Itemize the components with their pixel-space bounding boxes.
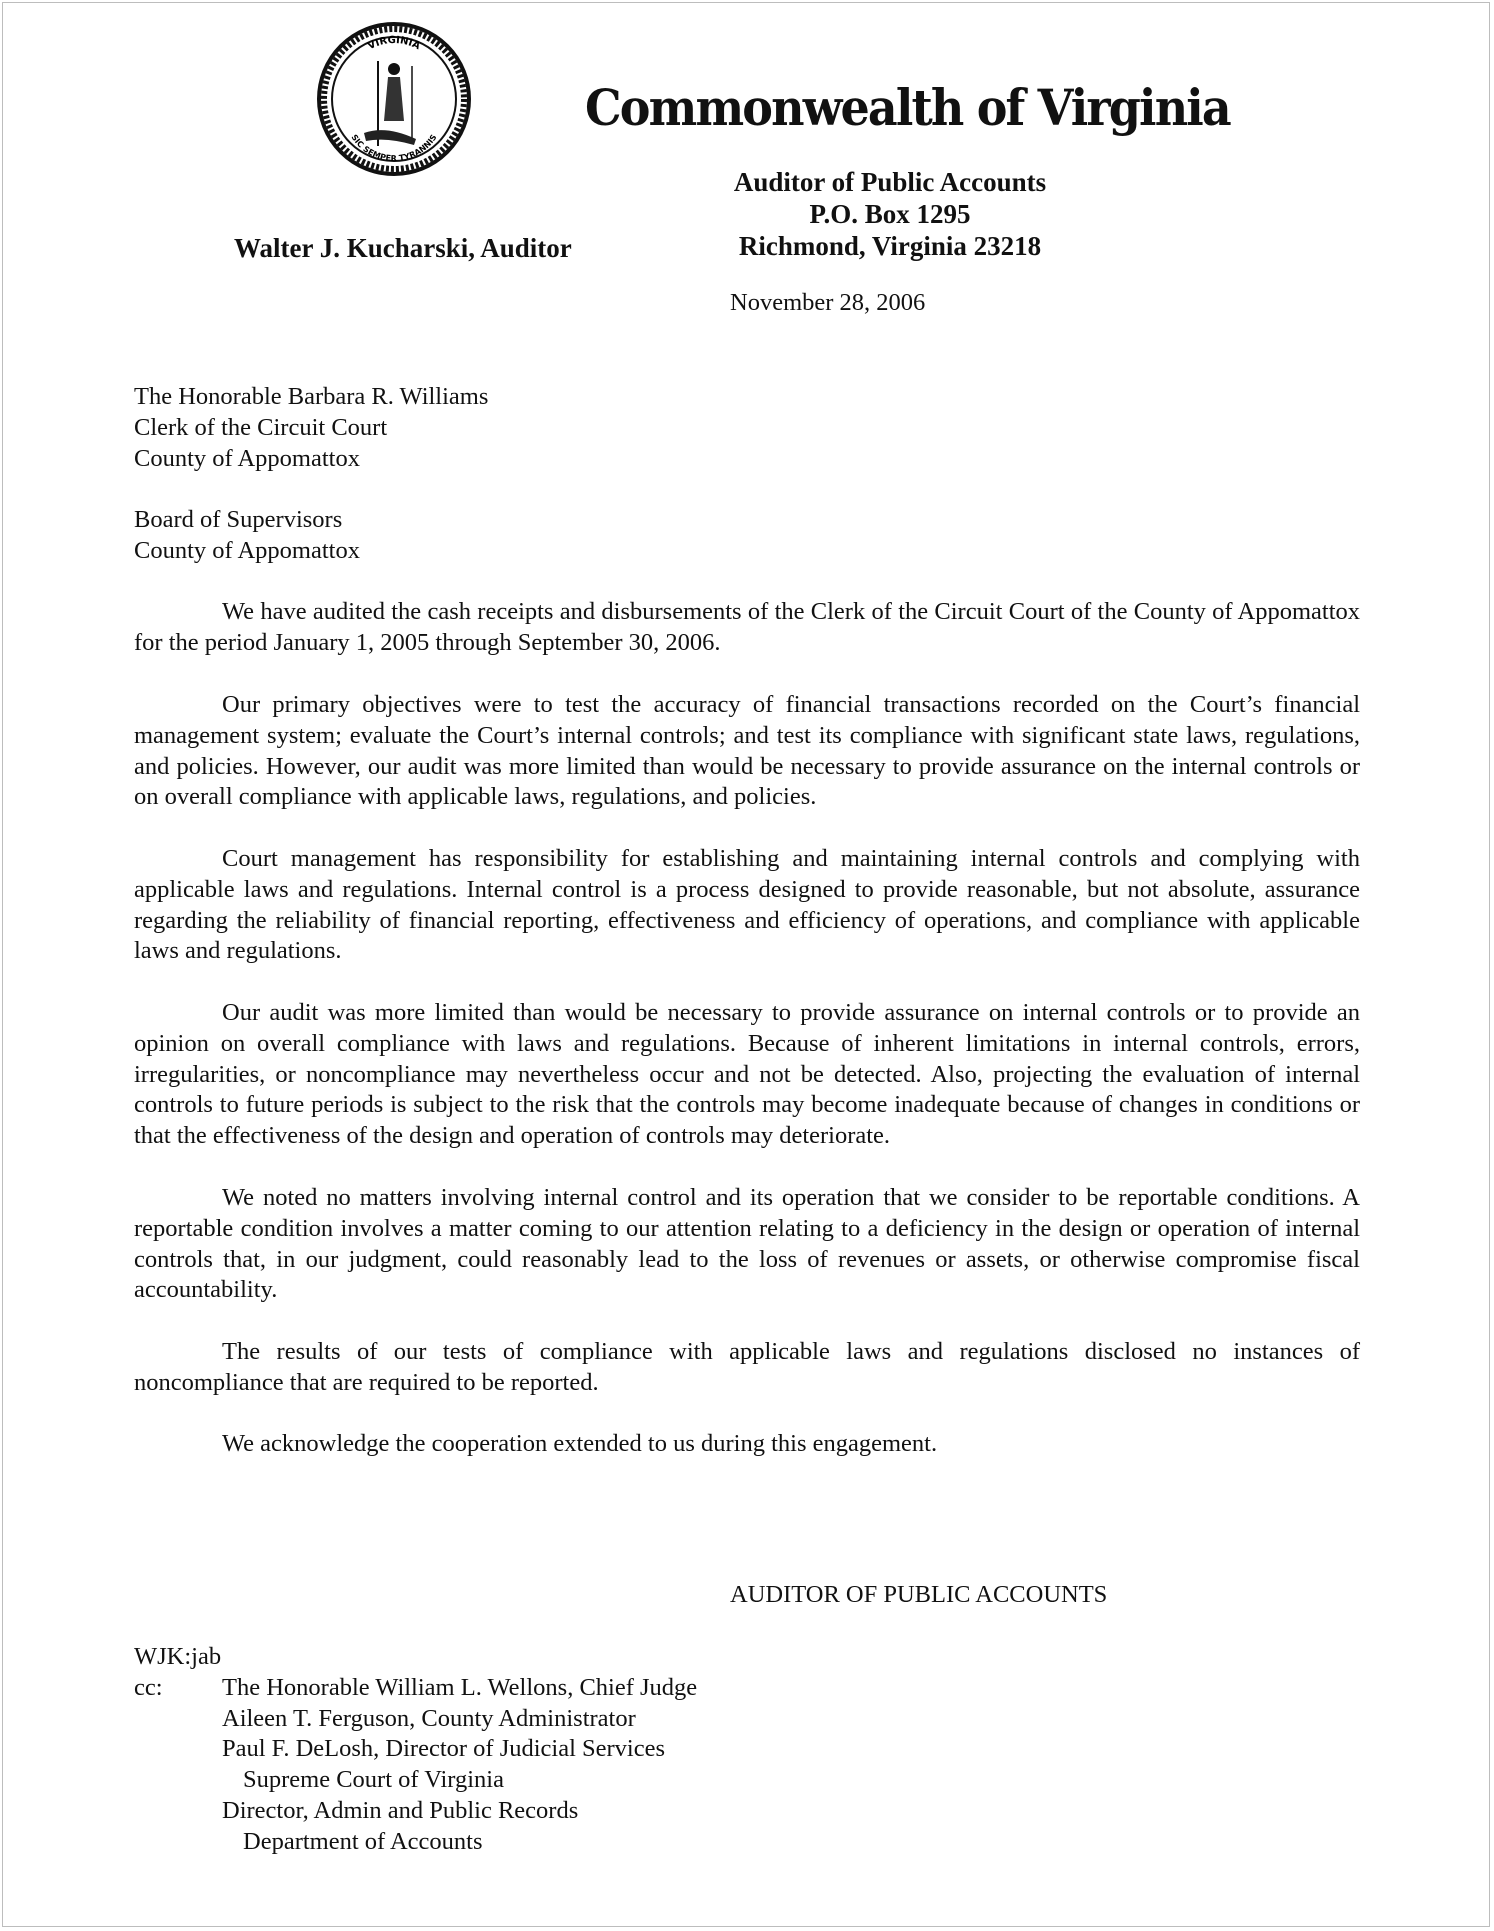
paragraph-5: We noted no matters involving internal control and its operation that we consider to be reportable conditions. A reportable condition involves a matter coming to our attention relating to a deficiency in the design or operation of internal controls that, in our judgment, could reasonably lead to the loss of revenues or assets, or otherwise compromise fiscal accountability. [134, 1184, 1360, 1304]
recipient-block-2 [134, 505, 1360, 567]
letter-date: November 28, 2006 [730, 289, 926, 316]
signature-block: AUDITOR OF PUBLIC ACCOUNTS [730, 1581, 1108, 1608]
paragraph-3: Court management has responsibility for establishing and maintaining internal controls and complying with applicable laws and regulations. Internal control is a process designed to provide reasonable, but not absolute, assurance regarding the reliability of financial reporting, effectiveness and efficiency of operations, and compliance with applicable laws and regulations. [134, 845, 1360, 965]
initials: WJK:jab [134, 1643, 222, 1670]
office-name: Auditor of Public Accounts [733, 167, 1047, 197]
paragraph-1: We have audited the cash receipts and disbursements of the Clerk of the Circuit Court of the County of Appomattox for the period January 1, 2005 through September 30, 2006. [134, 598, 1360, 656]
paragraph-2: Our primary objectives were to test the accuracy of financial transactions recorded on the Court’s financial management system; evaluate the Court’s internal controls; and test its compliance with significant state laws, regulations, and policies. However, our audit was more limited than would be necessary to provide assurance on the internal controls or on overall compliance with applicable laws, regulations, and policies. [134, 691, 1360, 811]
cc-label: cc: [134, 1673, 163, 1701]
cc-item: Supreme Court of Virginia [243, 1766, 504, 1794]
cc-item: Director, Admin and Public Records [222, 1796, 579, 1824]
po-box: P.O. Box 1295 [809, 199, 971, 229]
recipient-line: The Honorable Barbara R. Williams [134, 383, 489, 410]
recipient-line: Board of Supervisors [134, 506, 343, 533]
cc-item: The Honorable William L. Wellons, Chief Judge [222, 1673, 698, 1701]
city-state-zip: Richmond, Virginia 23218 [738, 231, 1042, 261]
office-address [730, 166, 1050, 262]
recipient-line: County of Appomattox [134, 444, 360, 472]
recipient-line: Clerk of the Circuit Court [134, 413, 388, 441]
paragraph-6: The results of our tests of compliance with applicable laws and regulations disclosed no instances of noncompliance that are required to be reported. [134, 1338, 1360, 1396]
cc-item: Aileen T. Ferguson, County Administrator [222, 1704, 636, 1732]
cc-block [134, 1642, 1360, 1858]
paragraph-7: We acknowledge the cooperation extended to us during this engagement. [222, 1430, 938, 1457]
cc-item: Paul F. DeLosh, Director of Judicial Services [222, 1735, 666, 1763]
virginia-seal-logo [316, 21, 472, 177]
recipient-line: County of Appomattox [134, 536, 360, 564]
paragraph-4: Our audit was more limited than would be necessary to provide assurance on internal controls or to provide an opinion on overall compliance with laws and regulations. Because of inherent limitations in internal controls, errors, irregularities, or noncompliance may nevertheless occur and not be detected. Also, projecting the evaluation of internal controls to future periods is subject to the risk that the controls may become inadequate because of changes in conditions or that the effectiveness of the design and operation of controls may deteriorate. [134, 999, 1360, 1150]
letterhead-title: Commonwealth of Virginia [585, 78, 1230, 137]
recipient-block-1 [134, 382, 1360, 474]
svg-text:VIRGINIA: VIRGINIA [366, 34, 422, 53]
auditor-name: Walter J. Kucharski, Auditor [234, 233, 572, 263]
cc-item: Department of Accounts [243, 1827, 483, 1855]
svg-text:SIC SEMPER TYRANNIS: SIC SEMPER TYRANNIS [349, 132, 439, 164]
